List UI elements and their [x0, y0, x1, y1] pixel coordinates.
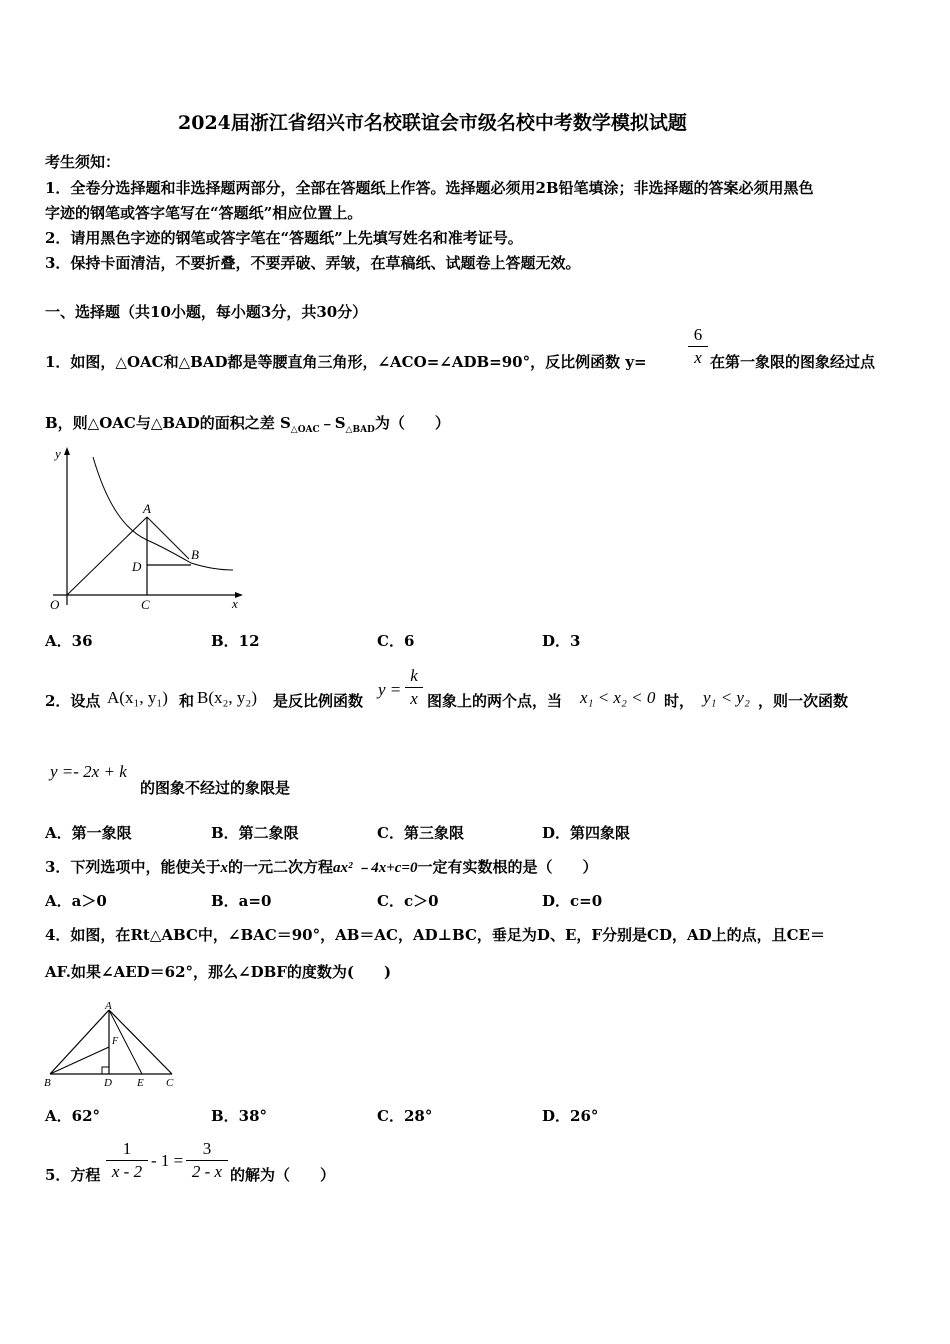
- q5-fraction-1-den: x - 2: [111, 1162, 143, 1181]
- q4-segment-ac: [109, 1010, 172, 1074]
- page-title: 2024届浙江省绍兴市名校联谊会市级名校中考数学模拟试题: [178, 112, 687, 134]
- q1-line2-a: B，则△OAC与△BAD的面积之差 S: [45, 414, 291, 432]
- q1-hyperbola-curve: [93, 457, 233, 570]
- q5-fraction-1-num: 1: [106, 1138, 148, 1161]
- q4-segment-bf: [50, 1047, 109, 1074]
- notice-item-2: 2．请用黑色字迹的钢笔或答字笔在“答题纸”上先填写姓名和准考证号。: [45, 229, 523, 247]
- q2-mid: 是反比例函数: [273, 692, 364, 710]
- q1-text-a: 1．如图，△OAC和△BAD都是等腰直角三角形，∠ACO=∠ADB=90°，反比例函数 y=: [45, 353, 647, 371]
- q2-fraction-den: x: [410, 689, 418, 708]
- q1-y-arrow-icon: [64, 447, 70, 455]
- q4-label-c: C: [166, 1077, 174, 1089]
- q5-fraction-2-num: 3: [186, 1138, 228, 1161]
- notice-heading: 考生须知：: [45, 153, 121, 171]
- q5-tail: 的解为（ ）: [230, 1166, 336, 1184]
- q5-lead: 5．方程: [45, 1166, 101, 1184]
- q2-mid-3: 时，: [664, 692, 695, 710]
- q2-line-2: 的图象不经过的象限是: [140, 779, 291, 797]
- q2-point-a: A(x₁, y₁): [107, 688, 168, 707]
- q3-option-d: D．c=0: [542, 892, 603, 910]
- q2-lead: 2．设点: [45, 692, 101, 710]
- section-heading: 一、选择题（共10小题，每小题3分，共30分）: [45, 303, 368, 321]
- q3-var: x: [220, 860, 228, 876]
- q1-option-a: A．36: [45, 632, 93, 650]
- q5-fraction-1: [106, 1138, 148, 1183]
- q3-option-a: A．a＞0: [45, 892, 107, 910]
- q1-option-b: B．12: [211, 632, 260, 650]
- q4-label-d: D: [104, 1077, 112, 1089]
- q3-text-c: 一定有实数根的是（ ）: [417, 858, 598, 876]
- q4-segment-ab: [50, 1010, 109, 1074]
- q1-fraction: [688, 324, 708, 369]
- q1-text-b: 在第一象限的图象经过点: [710, 353, 876, 371]
- q1-label-y: y: [55, 446, 61, 461]
- q2-option-c: C．第三象限: [377, 824, 464, 842]
- q2-func-lhs: y =: [378, 680, 402, 699]
- q2-tail: ，则一次函数: [758, 692, 849, 710]
- q2-option-a: A．第一象限: [45, 824, 132, 842]
- q1-label-a: A: [143, 501, 151, 516]
- q1-sub-oac: △OAC: [290, 425, 320, 435]
- q1-label-d: D: [132, 559, 142, 574]
- q3-text-b: 的一元二次方程: [227, 858, 333, 876]
- q2-linear-function: y =- 2x + k: [50, 762, 127, 781]
- q2-point-b: B(x₂, y₂): [197, 688, 258, 707]
- q1-option-c: C．6: [377, 632, 415, 650]
- q1-line2-b: ﹣S: [319, 414, 346, 432]
- q5-mid: - 1 =: [151, 1151, 184, 1170]
- q1-line2-c: 为（ ）: [374, 414, 450, 432]
- q4-option-b: B．38°: [211, 1107, 268, 1125]
- q2-mid-2: 图象上的两个点，当: [427, 692, 563, 710]
- q3-text-a: 3．下列选项中，能使关于: [45, 858, 221, 876]
- q2-option-d: D．第四象限: [542, 824, 631, 842]
- q2-condition-1: x₁ < x₂ < 0: [580, 688, 656, 707]
- q1-label-b: B: [191, 547, 199, 562]
- notice-item-1-line-2: 字迹的钢笔或答字笔写在“答题纸”相应位置上。: [45, 204, 363, 222]
- q1-line-2: [45, 413, 450, 440]
- q4-line-1: 4．如图，在Rt△ABC中，∠BAC＝90°，AB＝AC，AD⊥BC，垂足为D、E，F分别是CD，AD上的点，且CE＝: [45, 926, 825, 944]
- q3-line: [45, 857, 597, 878]
- q2-option-b: B．第二象限: [211, 824, 299, 842]
- q1-figure: [45, 445, 245, 615]
- q4-line-2: AF.如果∠AED＝62°，那么∠DBF的度数为( ): [45, 963, 392, 981]
- q5-fraction-2: [186, 1138, 228, 1183]
- q4-option-a: A．62°: [45, 1107, 101, 1125]
- q4-option-d: D．26°: [542, 1107, 599, 1125]
- q1-label-x: x: [232, 596, 238, 611]
- q1-label-o: O: [50, 597, 60, 612]
- q2-condition-2: y₁ < y₂: [703, 688, 750, 707]
- q1-fraction-den: x: [694, 348, 702, 367]
- q4-label-a: A: [105, 1000, 112, 1012]
- q2-and: 和: [179, 692, 195, 710]
- q4-right-angle-mark: [102, 1067, 109, 1074]
- q1-fraction-num: 6: [688, 324, 708, 347]
- q4-label-e: E: [137, 1077, 144, 1089]
- q4-option-c: C．28°: [377, 1107, 433, 1125]
- q3-option-c: C．c＞0: [377, 892, 439, 910]
- q1-segment-oa: [67, 517, 147, 595]
- notice-item-3: 3．保持卡面清洁，不要折叠，不要弄破、弄皱，在草稿纸、试题卷上答题无效。: [45, 254, 581, 272]
- q3-option-b: B．a=0: [211, 892, 272, 910]
- q1-option-d: D．3: [542, 632, 581, 650]
- q1-label-c: C: [141, 597, 150, 612]
- q1-sub-bad: △BAD: [345, 425, 375, 435]
- q2-fraction-num: k: [405, 665, 423, 688]
- q4-label-b: B: [44, 1077, 51, 1089]
- notice-item-1-line-1: 1．全卷分选择题和非选择题两部分，全部在答题纸上作答。选择题必须用2B铅笔填涂；非选择题的答案必须用黑色: [45, 179, 814, 197]
- q5-fraction-2-den: 2 - x: [191, 1162, 223, 1181]
- q4-label-f: F: [112, 1036, 119, 1047]
- q3-equation: ax² ﹣4x+c=0: [332, 860, 418, 876]
- q2-fraction: [405, 665, 423, 710]
- q4-figure: [40, 997, 190, 1089]
- q1-segment-ab: [147, 517, 189, 559]
